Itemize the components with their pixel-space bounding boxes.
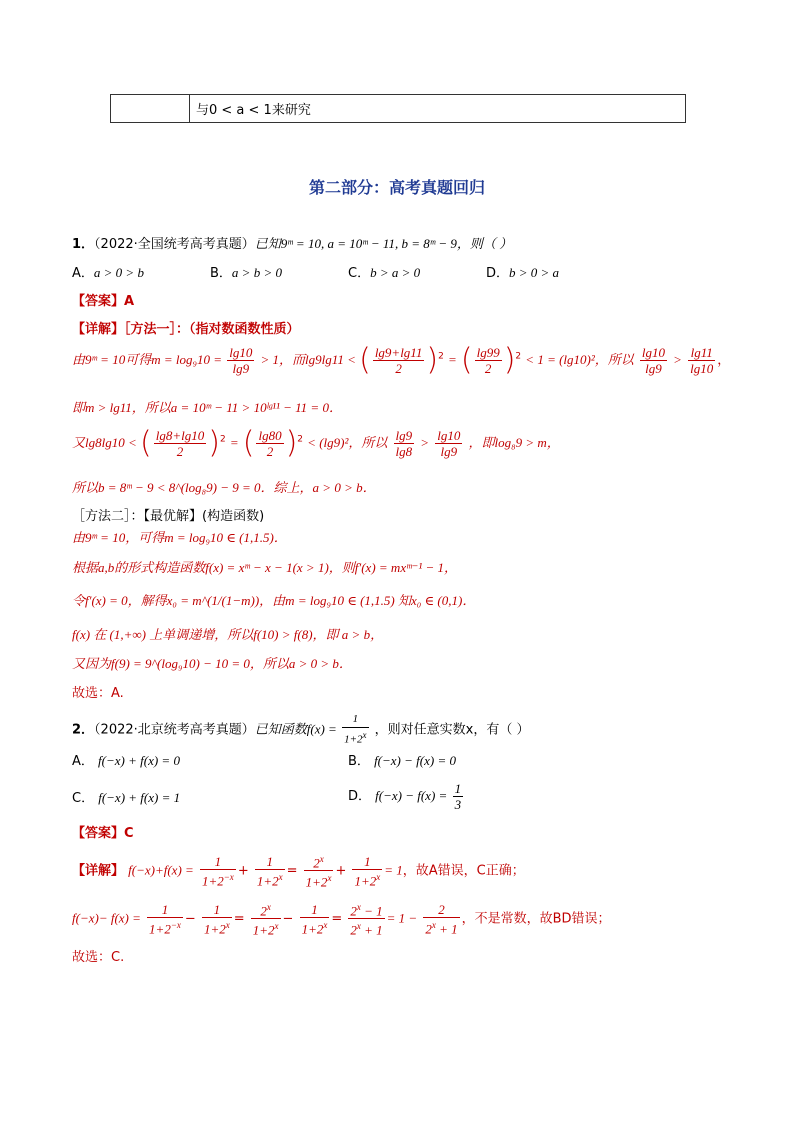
table-cell-text: 与0 < a < 1来研究 <box>190 95 686 123</box>
q1-answer: 【答案】A <box>72 294 135 309</box>
fraction-lg10-lg9: $\frac{\lg 10}{\lg 9}$ <box>229 345 253 376</box>
q1-detail-heading: 【详解】［方法一］：（指对数函数性质） <box>72 322 300 337</box>
q1-method2-line2: 根据a,b的形式构造函数f(x) = xᵐ − x − 1(x > 1)，则f′(x) = mxᵐ⁻¹ − 1， <box>72 560 458 575</box>
q2-conclusion: 故选：C. <box>72 950 125 965</box>
q1-derivation-line3: 又lg8lg10 < ( $\frac{\lg 8+\lg 10}{2}$ )$^2$ = ( $\frac{\lg 80}{2}$ )$^2$ < (lg9)²，所以 $\frac{\lg 9}{\lg 8}$ > $\frac{\lg 10}{\lg 9}$ ，即log₈9 > m， <box>72 425 560 461</box>
q1-method2-line3: 令f′(x) = 0，解得x₀ = m^(1/(1−m))，由m = log₉10 ∈ (1,1.5) 知x₀ ∈ (0,1)． <box>72 593 476 608</box>
q2-detail-line2: f(−x)− f(x) = $\frac{1}{1+2^{-x}}$ − $\frac{1}{1+2^x}$ = $\frac{2^x}{1+2^x}$ − $\frac{1}{1+2^x}$ = $\frac{2^x - 1}{2^x + 1}$ = 1 − $\frac{2}{2^x + 1}$ ，不是常数，故BD错误； <box>72 901 611 938</box>
q1-option-c: C．b > a > 0 <box>348 265 421 281</box>
q1-method2-heading: ［方法二］：【最优解】(构造函数) <box>72 509 265 524</box>
q1-number: 1． <box>72 237 95 252</box>
table-cell-empty <box>111 95 190 123</box>
q2-stem: 2．（2022·北京统考高考真题）已知函数f(x) = $\frac{1}{1+2^x}$ ，则对任意实数x，有（ ） <box>72 713 530 746</box>
q1-source: （2022·全国统考高考真题） <box>94 237 255 252</box>
q1-conclusion: 故选：A. <box>72 686 124 701</box>
q1-derivation-line4: 所以b = 8ᵐ − 9 < 8^(log₈9) − 9 = 0．综上，a > 0 > b． <box>72 480 376 495</box>
q1-stem <box>72 233 512 252</box>
q1-derivation-line2: 即m > lg11，所以a = 10ᵐ − 11 > 10ˡᵍ¹¹ − 11 = 0． <box>72 400 342 415</box>
section-title: 第二部分：高考真题回归 <box>308 178 485 197</box>
q2-detail-line1: 【详解】 f(−x)+f(x) = $\frac{1}{1+2^{-x}}$ + $\frac{1}{1+2^x}$ = $\frac{2^x}{1+2^x}$ + $\frac{1}{1+2^x}$ = 1，故A错误，C正确； <box>72 853 525 890</box>
q1-method2-line5: 又因为f(9) = 9^(log₉10) − 10 = 0，所以a > 0 > b． <box>72 656 352 671</box>
q2-option-c: C． f(−x) + f(x) = 1 <box>72 790 181 806</box>
q2-option-d: D． f(−x) − f(x) = $\frac{1}{3}$ <box>348 781 462 812</box>
q1-method2-line4: f(x) 在 (1,+∞) 上单调递增，所以f(10) > f(8)，即 a > b， <box>72 627 384 642</box>
q2-answer: 【答案】C <box>72 826 134 841</box>
q2-option-b: B． f(−x) − f(x) = 0 <box>348 753 456 769</box>
q1-derivation-line1: 由9ᵐ = 10可得m = log₉10 = $\frac{\lg 10}{\lg 9}$ > 1，而lg9lg11 < ( $\frac{\lg 9+\lg 11}{2}$ )$^2$ = ( $\frac{\lg 99}{2}$ )$^2$ < 1 = (lg10)²，所以 $\frac{\lg 10}{\lg 9}$ > $\frac{\lg 11}{\lg 10}$ ， <box>72 342 731 378</box>
continuation-table <box>110 94 686 123</box>
q1-option-b: B．a > b > 0 <box>210 265 282 281</box>
q1-stem-text: 已知9ᵐ = 10, a = 10ᵐ − 11, b = 8ᵐ − 9，则（ ） <box>254 236 513 251</box>
q1-option-d: D．b > 0 > a <box>486 265 560 281</box>
q1-method2-line1: 由9ᵐ = 10，可得m = log₉10 ∈ (1,1.5)． <box>72 530 287 545</box>
q1-option-a: A．a > 0 > b <box>72 265 144 281</box>
q2-option-a: A． f(−x) + f(x) = 0 <box>72 753 180 769</box>
